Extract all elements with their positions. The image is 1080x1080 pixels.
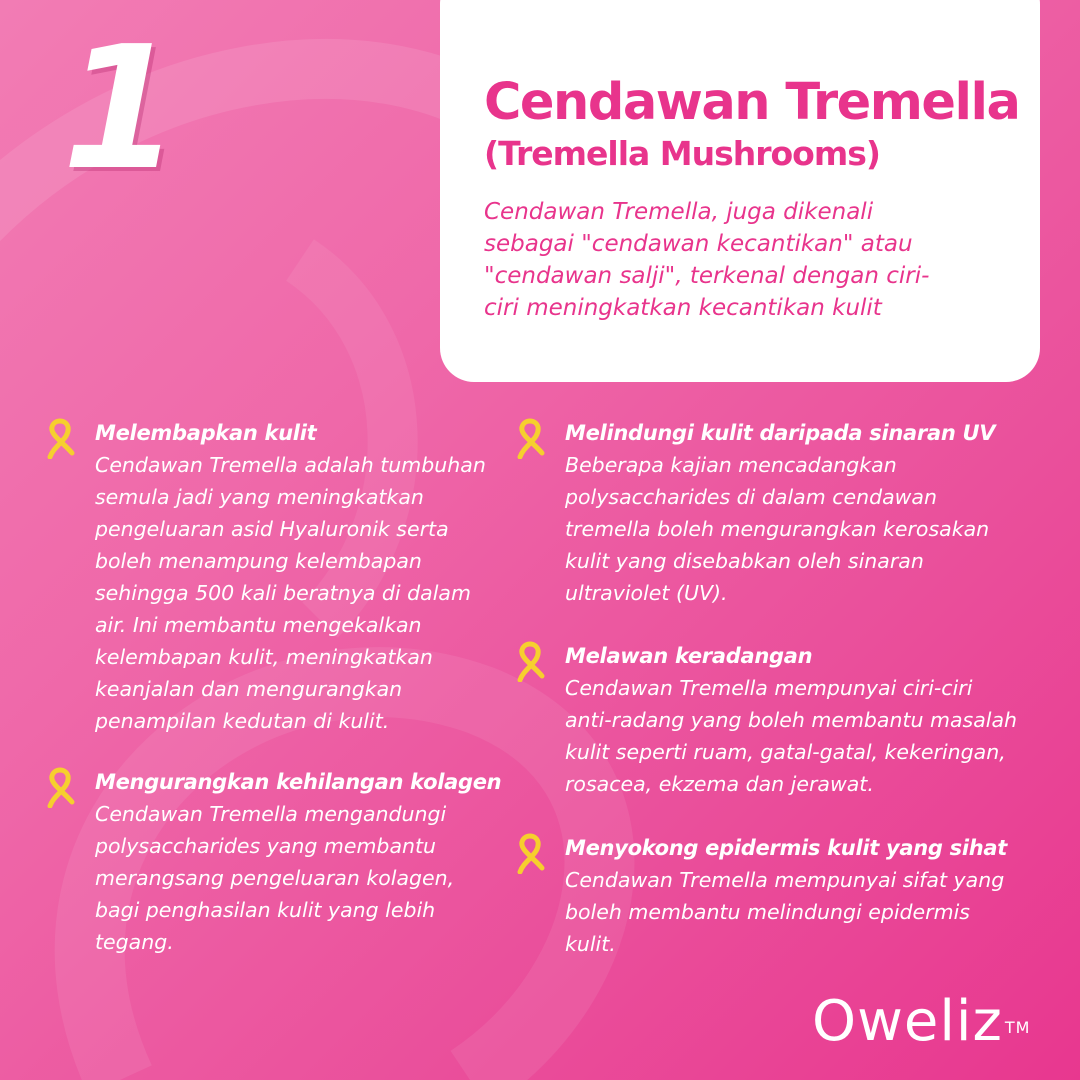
benefit-body: Cendawan Tremella mempunyai ciri-ciri anti-radang yang boleh membantu masalah kulit seperti ruam, gatal-gatal, kekeringan, rosacea, ekzema dan jerawat. xyxy=(565,676,1018,796)
ribbon-icon xyxy=(510,640,546,682)
step-number: 1 xyxy=(62,10,181,208)
benefit-item-anti-inflammation xyxy=(510,640,1040,800)
title-card xyxy=(440,0,1040,382)
page-subtitle: (Tremella Mushrooms) xyxy=(484,134,880,173)
ribbon-icon xyxy=(40,417,76,459)
page-title: Cendawan Tremella xyxy=(484,73,1020,132)
benefit-item-collagen xyxy=(40,766,520,958)
benefit-item-epidermis xyxy=(510,832,1040,960)
benefit-title: Menyokong epidermis kulit yang sihat xyxy=(565,836,1008,860)
benefit-body: Cendawan Tremella adalah tumbuhan semula jadi yang meningkatkan pengeluaran asid Hyaluronik serta boleh menampung kelembapan sehingga 500 kali beratnya di dalam air. Ini membantu mengekalkan kelembapan kulit, meningkatkan keanjalan dan mengurangkan penampilan kedutan di kulit. xyxy=(95,453,486,733)
benefit-item-uv-protection xyxy=(510,417,1040,609)
benefit-body: Beberapa kajian mencadangkan polysaccharides di dalam cendawan tremella boleh mengurangkan kerosakan kulit yang disebabkan oleh sinaran ultraviolet (UV). xyxy=(565,453,990,605)
intro-text: Cendawan Tremella, juga dikenali sebagai "cendawan kecantikan" atau "cendawan salji", terkenal dengan ciri-ciri meningkatkan kecantikan kulit xyxy=(484,199,930,321)
trademark-mark: TM xyxy=(1004,1018,1031,1037)
brand-name: Oweliz xyxy=(812,989,1003,1054)
ribbon-icon xyxy=(510,832,546,874)
ribbon-icon xyxy=(40,766,76,808)
benefit-title: Mengurangkan kehilangan kolagen xyxy=(95,770,502,794)
benefit-title: Melawan keradangan xyxy=(565,644,813,668)
benefit-title: Melembapkan kulit xyxy=(95,421,317,445)
benefit-item-moisturize xyxy=(40,417,520,737)
benefit-title: Melindungi kulit daripada sinaran UV xyxy=(565,421,996,445)
benefit-body: Cendawan Tremella mengandungi polysaccharides yang membantu merangsang pengeluaran kolagen, bagi penghasilan kulit yang lebih tegang. xyxy=(95,802,455,954)
benefit-body: Cendawan Tremella mempunyai sifat yang boleh membantu melindungi epidermis kulit. xyxy=(565,868,1005,956)
ribbon-icon xyxy=(510,417,546,459)
brand-logo xyxy=(812,990,1030,1054)
